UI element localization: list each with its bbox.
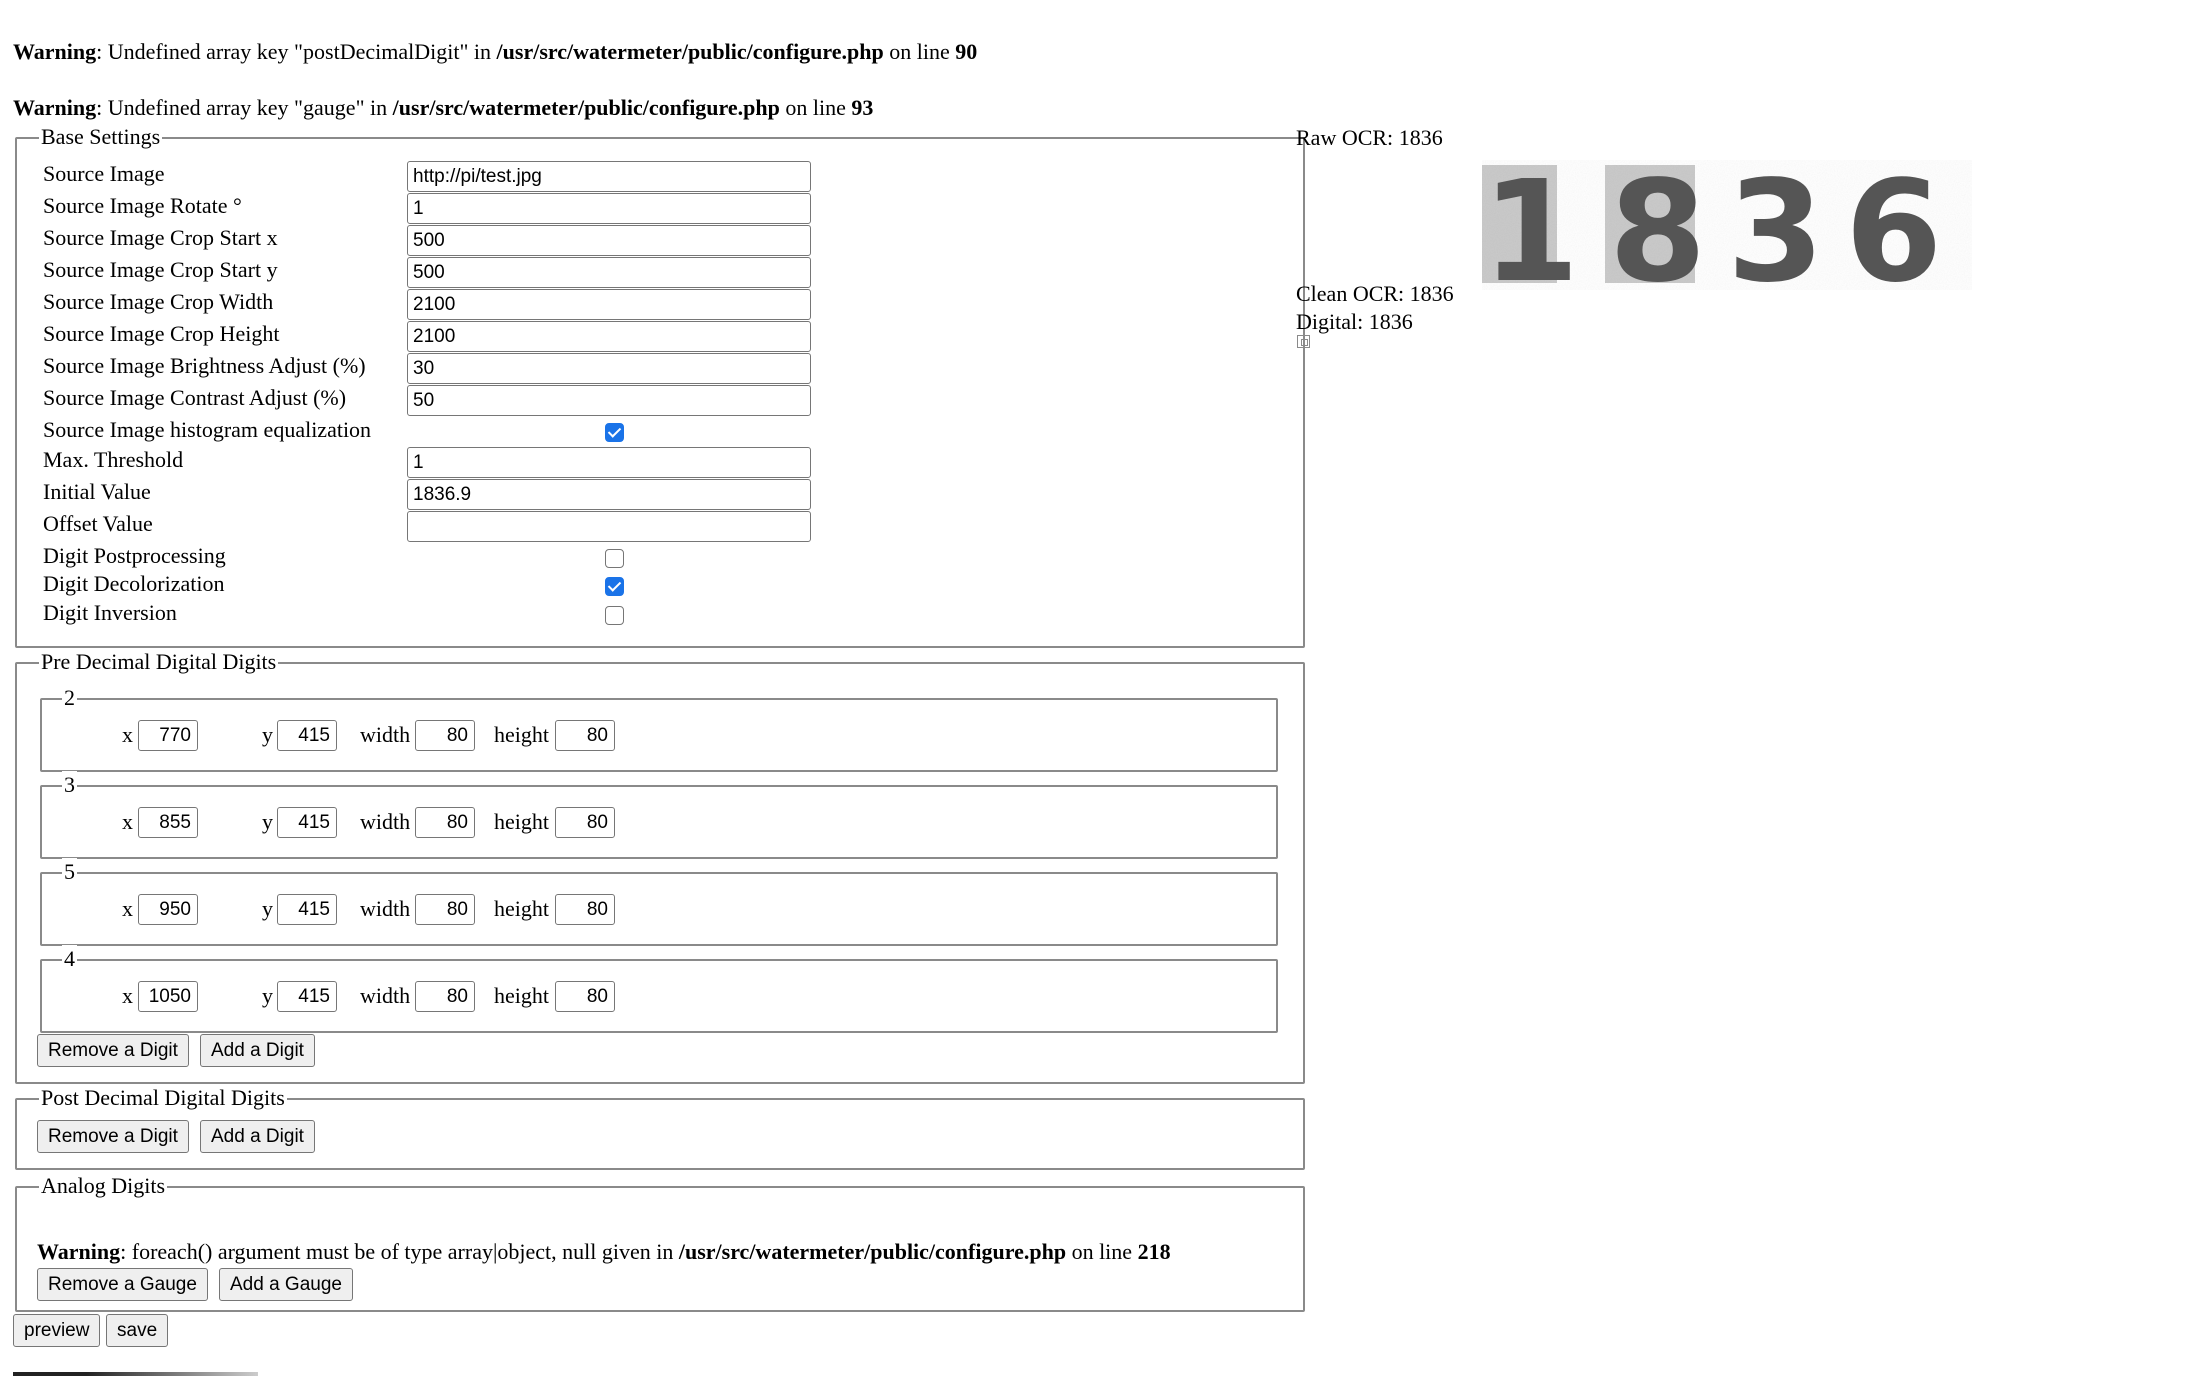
add-post-digit-button[interactable]: Add a Digit — [200, 1120, 315, 1153]
postprocessing-checkbox[interactable] — [605, 549, 624, 568]
contrast-input[interactable] — [407, 385, 811, 416]
digit-x-input[interactable] — [138, 807, 198, 838]
ocr-digit: 8 — [1609, 160, 1707, 290]
threshold-input[interactable] — [407, 447, 811, 478]
ocr-digit: 3 — [1727, 160, 1825, 290]
postprocessing-label: Digit Postprocessing — [43, 543, 226, 568]
crop-height-input[interactable] — [407, 321, 811, 352]
post-decimal-legend: Post Decimal Digital Digits — [41, 1085, 285, 1110]
digit-width-input[interactable] — [415, 807, 475, 838]
digit-y-input[interactable] — [277, 981, 337, 1012]
digit-x-input[interactable] — [138, 720, 198, 751]
decolorization-label: Digit Decolorization — [43, 571, 225, 596]
digit-fieldset — [40, 946, 1278, 1033]
histogram-label: Source Image histogram equalization — [43, 417, 372, 442]
y-label: y — [262, 722, 273, 747]
raw-ocr-readout: Raw OCR: 1836 — [1296, 125, 1443, 150]
x-label: x — [122, 896, 133, 921]
digit-fieldset — [40, 685, 1278, 772]
save-button[interactable]: save — [106, 1314, 168, 1347]
add-digit-button[interactable]: Add a Digit — [200, 1034, 315, 1067]
height-label: height — [494, 896, 549, 921]
digit-fieldset — [40, 772, 1278, 859]
digit-x-input[interactable] — [138, 894, 198, 925]
digit-legend: 2 — [64, 685, 75, 710]
histogram-checkbox[interactable] — [605, 423, 624, 442]
brightness-label: Source Image Brightness Adjust (%) — [43, 353, 366, 378]
warning-foreach: Warning: foreach() argument must be of type array|object, null given in /usr/src/watermeter/public/configure.php on line 218 — [37, 1239, 1171, 1264]
source-image-label: Source Image — [43, 161, 165, 186]
digit-y-input[interactable] — [277, 807, 337, 838]
base-settings-fieldset — [15, 124, 1305, 648]
x-label: x — [122, 809, 133, 834]
digit-height-input[interactable] — [555, 807, 615, 838]
warning-gauge: Warning: Undefined array key "gauge" in /usr/src/watermeter/public/configure.php on line 93 — [13, 95, 874, 120]
analog-digits-fieldset — [15, 1173, 1305, 1312]
digit-legend: 5 — [64, 859, 75, 884]
x-label: x — [122, 983, 133, 1008]
broken-image-icon — [1297, 335, 1310, 348]
scrollbar-hint — [13, 1372, 258, 1376]
height-label: height — [494, 722, 549, 747]
decolorization-checkbox[interactable] — [605, 577, 624, 596]
digit-legend: 3 — [64, 772, 75, 797]
contrast-label: Source Image Contrast Adjust (%) — [43, 385, 347, 410]
digit-width-input[interactable] — [415, 981, 475, 1012]
crop-x-input[interactable] — [407, 225, 811, 256]
width-label: width — [360, 722, 411, 747]
rotate-input[interactable] — [407, 193, 811, 224]
y-label: y — [262, 983, 273, 1008]
digit-x-input[interactable] — [138, 981, 198, 1012]
offset-value-label: Offset Value — [43, 511, 153, 536]
preview-button[interactable]: preview — [13, 1314, 100, 1347]
digit-y-input[interactable] — [277, 894, 337, 925]
digit-width-input[interactable] — [415, 720, 475, 751]
height-label: height — [494, 809, 549, 834]
crop-y-label: Source Image Crop Start y — [43, 257, 278, 282]
y-label: y — [262, 809, 273, 834]
add-gauge-button[interactable]: Add a Gauge — [219, 1268, 353, 1301]
source-image-input[interactable] — [407, 161, 811, 192]
digit-y-input[interactable] — [277, 720, 337, 751]
digit-height-input[interactable] — [555, 720, 615, 751]
clean-ocr-readout: Clean OCR: 1836 — [1296, 281, 1454, 306]
ocr-digit: 1 — [1482, 160, 1580, 290]
crop-x-label: Source Image Crop Start x — [43, 225, 278, 250]
y-label: y — [262, 896, 273, 921]
digit-height-input[interactable] — [555, 894, 615, 925]
inversion-checkbox[interactable] — [605, 606, 624, 625]
initial-value-input[interactable] — [407, 479, 811, 510]
initial-value-label: Initial Value — [43, 479, 151, 504]
brightness-input[interactable] — [407, 353, 811, 384]
digit-width-input[interactable] — [415, 894, 475, 925]
warning-post-decimal: Warning: Undefined array key "postDecimalDigit" in /usr/src/watermeter/public/configure.php on line 90 — [13, 39, 978, 64]
height-label: height — [494, 983, 549, 1008]
remove-digit-button[interactable]: Remove a Digit — [37, 1034, 189, 1067]
inversion-label: Digit Inversion — [43, 600, 177, 625]
width-label: width — [360, 809, 411, 834]
pre-decimal-legend: Pre Decimal Digital Digits — [41, 649, 277, 674]
digit-height-input[interactable] — [555, 981, 615, 1012]
ocr-digit: 6 — [1845, 160, 1943, 290]
remove-post-digit-button[interactable]: Remove a Digit — [37, 1120, 189, 1153]
pre-decimal-fieldset — [15, 649, 1305, 1084]
width-label: width — [360, 983, 411, 1008]
crop-height-label: Source Image Crop Height — [43, 321, 280, 346]
remove-gauge-button[interactable]: Remove a Gauge — [37, 1268, 208, 1301]
digital-readout: Digital: 1836 — [1296, 309, 1413, 334]
analog-digits-legend: Analog Digits — [41, 1173, 166, 1198]
ocr-digits-image — [1482, 160, 1972, 290]
digit-legend: 4 — [64, 946, 75, 971]
offset-value-input[interactable] — [407, 511, 811, 542]
crop-width-label: Source Image Crop Width — [43, 289, 274, 314]
digit-fieldset — [40, 859, 1278, 946]
post-decimal-fieldset — [15, 1085, 1305, 1170]
threshold-label: Max. Threshold — [43, 447, 184, 472]
rotate-label: Source Image Rotate ° — [43, 193, 242, 218]
width-label: width — [360, 896, 411, 921]
base-settings-legend: Base Settings — [41, 124, 161, 149]
x-label: x — [122, 722, 133, 747]
crop-width-input[interactable] — [407, 289, 811, 320]
crop-y-input[interactable] — [407, 257, 811, 288]
